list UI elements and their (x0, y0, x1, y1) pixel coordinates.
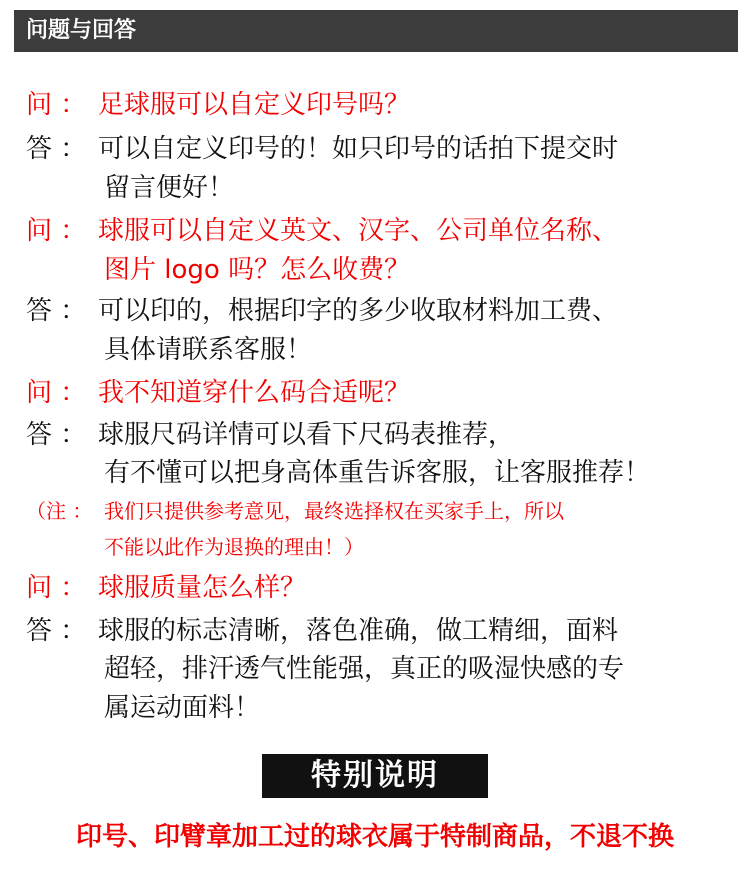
answer-text: 留言便好！ (104, 173, 235, 203)
answer-text: 球服的标志清晰，落色准确，做工精细，面料 (98, 616, 619, 646)
answer-text: 具体请联系客服！ (104, 335, 313, 365)
answer-prefix: 答 ： (26, 296, 87, 326)
header-bar (14, 10, 738, 52)
question-text: 我不知道穿什么码合适呢？ (98, 378, 411, 408)
question-text: 球服质量怎么样？ (98, 573, 307, 603)
answer-text: 可以自定义印号的！如只印号的话拍下提交时 (98, 134, 619, 164)
question-prefix: 问 ： (26, 378, 87, 408)
note-text: 我们只提供参考意见，最终选择权在买家手上，所以 (104, 499, 564, 523)
answer-text: 可以印的，根据印字的多少收取材料加工费、 (98, 296, 619, 326)
answer-prefix: 答 ： (26, 134, 87, 164)
question-prefix: 问 ： (26, 216, 87, 246)
answer-prefix: 答 ： (26, 616, 87, 646)
answer-text: 超轻，排汗透气性能强，真正的吸湿快感的专 (104, 654, 625, 684)
answer-text: 球服尺码详情可以看下尺码表推荐， (98, 420, 515, 450)
header-title: 问题与回答 (26, 18, 137, 43)
special-notice-title: 特别说明 (311, 758, 439, 793)
question-prefix: 问 ： (26, 90, 87, 120)
question-text: 图片 logo 吗？怎么收费？ (104, 255, 411, 285)
question-text: 足球服可以自定义印号吗？ (98, 90, 411, 120)
question-text: 球服可以自定义英文、汉字、公司单位名称、 (98, 216, 619, 246)
note-prefix: （注 ： (26, 499, 93, 523)
answer-text: 属运动面料！ (104, 693, 261, 723)
answer-text: 有不懂可以把身高体重告诉客服，让客服推荐！ (104, 458, 651, 488)
answer-prefix: 答 ： (26, 420, 87, 450)
special-notice-banner (262, 754, 488, 798)
question-prefix: 问 ： (26, 573, 87, 603)
note-text: 不能以此作为退换的理由！） (104, 535, 364, 559)
special-notice-text: 印号、印臂章加工过的球衣属于特制商品，不退不换 (75, 822, 674, 852)
